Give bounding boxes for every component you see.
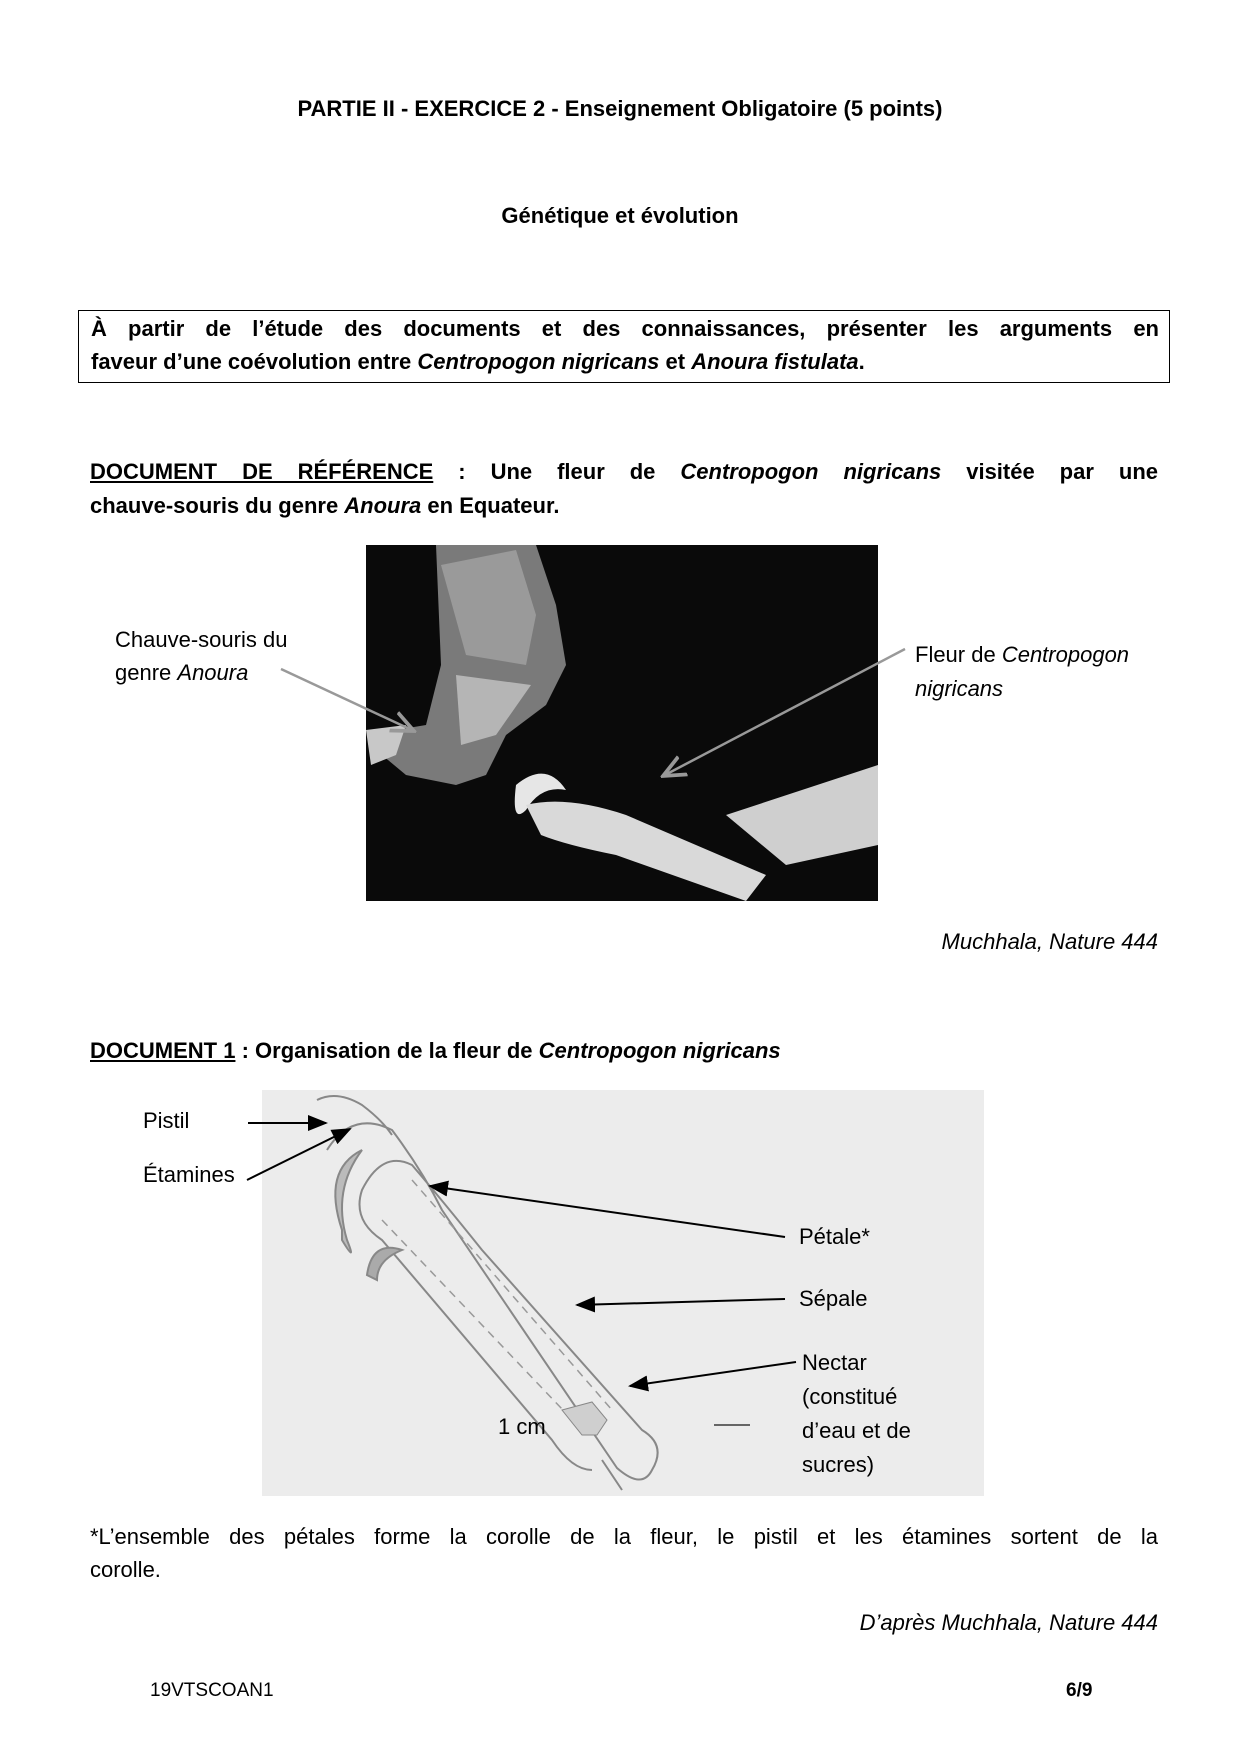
species-name: Centropogon nigricans bbox=[538, 1038, 781, 1063]
bat-label-line-1: Chauve-souris du bbox=[115, 627, 288, 652]
text: genre bbox=[115, 660, 178, 685]
page-number bbox=[1066, 1680, 1092, 1702]
text: Nectar bbox=[802, 1350, 867, 1375]
doc1-label: DOCUMENT 1 bbox=[90, 1038, 236, 1063]
footer-code: 19VTSCOAN1 bbox=[150, 1680, 274, 1701]
doc-ref-source: Muchhala, Nature 444 bbox=[941, 929, 1158, 954]
label-scale: 1 cm bbox=[498, 1414, 546, 1439]
footnote-line-2: corolle. bbox=[90, 1557, 161, 1582]
label-petale: Pétale* bbox=[799, 1224, 870, 1249]
text: Organisation de la fleur de bbox=[255, 1038, 539, 1063]
text: Une fleur de bbox=[490, 459, 681, 484]
exercise-title: PARTIE II - EXERCICE 2 - Enseignement Obligatoire (5 points) bbox=[297, 96, 943, 121]
text: / bbox=[1076, 1680, 1082, 1701]
species-name: Centropogon nigricans bbox=[417, 349, 660, 374]
text: visitée par une bbox=[941, 459, 1158, 484]
label-nectar bbox=[802, 1346, 911, 1482]
text: Fleur de bbox=[915, 642, 1002, 667]
bat-flower-photo bbox=[366, 545, 878, 901]
species-name: Centropogon nigricans bbox=[680, 459, 942, 484]
text: et bbox=[659, 349, 692, 374]
genus-name: Anoura bbox=[344, 493, 422, 518]
label-pistil: Pistil bbox=[143, 1108, 190, 1133]
instruction-line-2 bbox=[91, 345, 865, 379]
label-sepale: Sépale bbox=[799, 1286, 868, 1311]
doc-ref-heading-line-2 bbox=[90, 489, 559, 523]
text: d’eau et de bbox=[802, 1418, 911, 1443]
text: (constitué bbox=[802, 1384, 898, 1409]
bat-label-line-2 bbox=[115, 656, 248, 690]
flower-label-line-2: nigricans bbox=[915, 676, 1004, 701]
text: en Equateur. bbox=[421, 493, 560, 518]
doc-ref-label: DOCUMENT DE RÉFÉRENCE bbox=[90, 459, 434, 484]
instruction-line-1: À partir de l’étude des documents et des connaissances, présenter les arguments en bbox=[91, 316, 1159, 341]
exercise-subtitle: Génétique et évolution bbox=[501, 203, 739, 228]
text: : bbox=[235, 1038, 256, 1063]
species-name: Anoura fistulata bbox=[691, 349, 859, 374]
footnote-line-1: *L’ensemble des pétales forme la corolle de la fleur, le pistil et les étamines sortent de la bbox=[90, 1524, 1158, 1549]
doc1-source: D’après Muchhala, Nature 444 bbox=[859, 1610, 1158, 1635]
text: sucres) bbox=[802, 1452, 875, 1477]
text: 9 bbox=[1081, 1680, 1093, 1701]
species-name: Centropogon bbox=[1001, 642, 1130, 667]
label-etamines: Étamines bbox=[143, 1162, 235, 1187]
doc1-heading bbox=[90, 1034, 781, 1068]
genus-name: Anoura bbox=[177, 660, 249, 685]
text: chauve-souris du genre bbox=[90, 493, 345, 518]
flower-label-line-1 bbox=[915, 638, 1129, 672]
text: faveur d’une coévolution entre bbox=[91, 349, 418, 374]
text: : bbox=[433, 459, 491, 484]
text: . bbox=[858, 349, 865, 374]
text: 6 bbox=[1066, 1680, 1077, 1701]
instruction-box bbox=[78, 310, 1170, 383]
doc-ref-heading-line-1 bbox=[90, 455, 1158, 489]
